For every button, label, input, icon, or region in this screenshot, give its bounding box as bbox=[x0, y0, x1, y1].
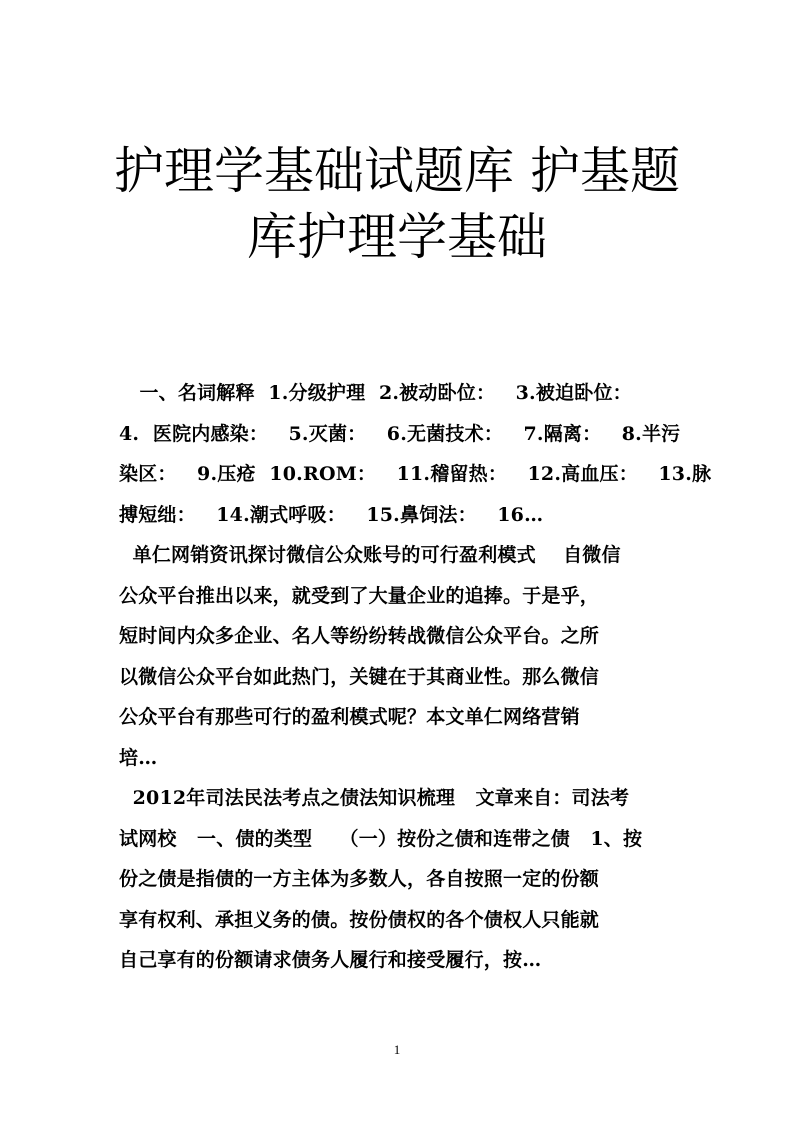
text-line: 份之债是指债的一方主体为多数人，各自按照一定的份额 bbox=[119, 868, 600, 891]
text-line: 搏短绌： 14.潮式呼吸： 15.鼻饲法： 16… bbox=[119, 503, 544, 526]
text-line: 培… bbox=[119, 746, 158, 769]
paragraph-wechat bbox=[119, 535, 679, 779]
text-line: 自己享有的份额请求债务人履行和接受履行，按… bbox=[119, 949, 542, 972]
paragraph-terms bbox=[119, 373, 712, 535]
text-line: 以微信公众平台如此热门，关键在于其商业性。那么微信 bbox=[119, 665, 600, 688]
paragraph-law bbox=[119, 778, 679, 981]
text-line: 公众平台推出以来，就受到了大量企业的追捧。于是乎， bbox=[119, 584, 600, 607]
page-number: 1 bbox=[393, 1042, 401, 1057]
document-title bbox=[0, 138, 794, 270]
text-line: 短时间内众多企业、名人等纷纷转战微信公众平台。之所 bbox=[119, 625, 600, 648]
title-line: 护理学基础试题库 护基题 bbox=[114, 142, 680, 200]
text-line: 4. 医院内感染： 5.灭菌： 6.无菌技术： 7.隔离： 8.半污 bbox=[119, 422, 681, 445]
text-line: 2012年司法民法考点之债法知识梳理 文章来自：司法考 bbox=[119, 787, 630, 809]
text-line: 染区： 9.压疮 10.ROM： 11.稽留热： 12.高血压： 13.脉 bbox=[119, 463, 712, 486]
text-line: 单仁网销资讯探讨微信公众账号的可行盈利模式 自微信 bbox=[119, 544, 621, 566]
text-line: 享有权利、承担义务的债。按份债权的各个债权人只能就 bbox=[119, 908, 600, 931]
title-line: 库护理学基础 bbox=[247, 208, 547, 266]
text-line: 试网校 一、债的类型 （一）按份之债和连带之债 1、按 bbox=[119, 827, 643, 850]
text-line: 公众平台有那些可行的盈利模式呢？本文单仁网络营销 bbox=[119, 706, 580, 729]
text-line: 一、名词解释 1.分级护理 2.被动卧位： 3.被迫卧位： bbox=[119, 382, 632, 404]
